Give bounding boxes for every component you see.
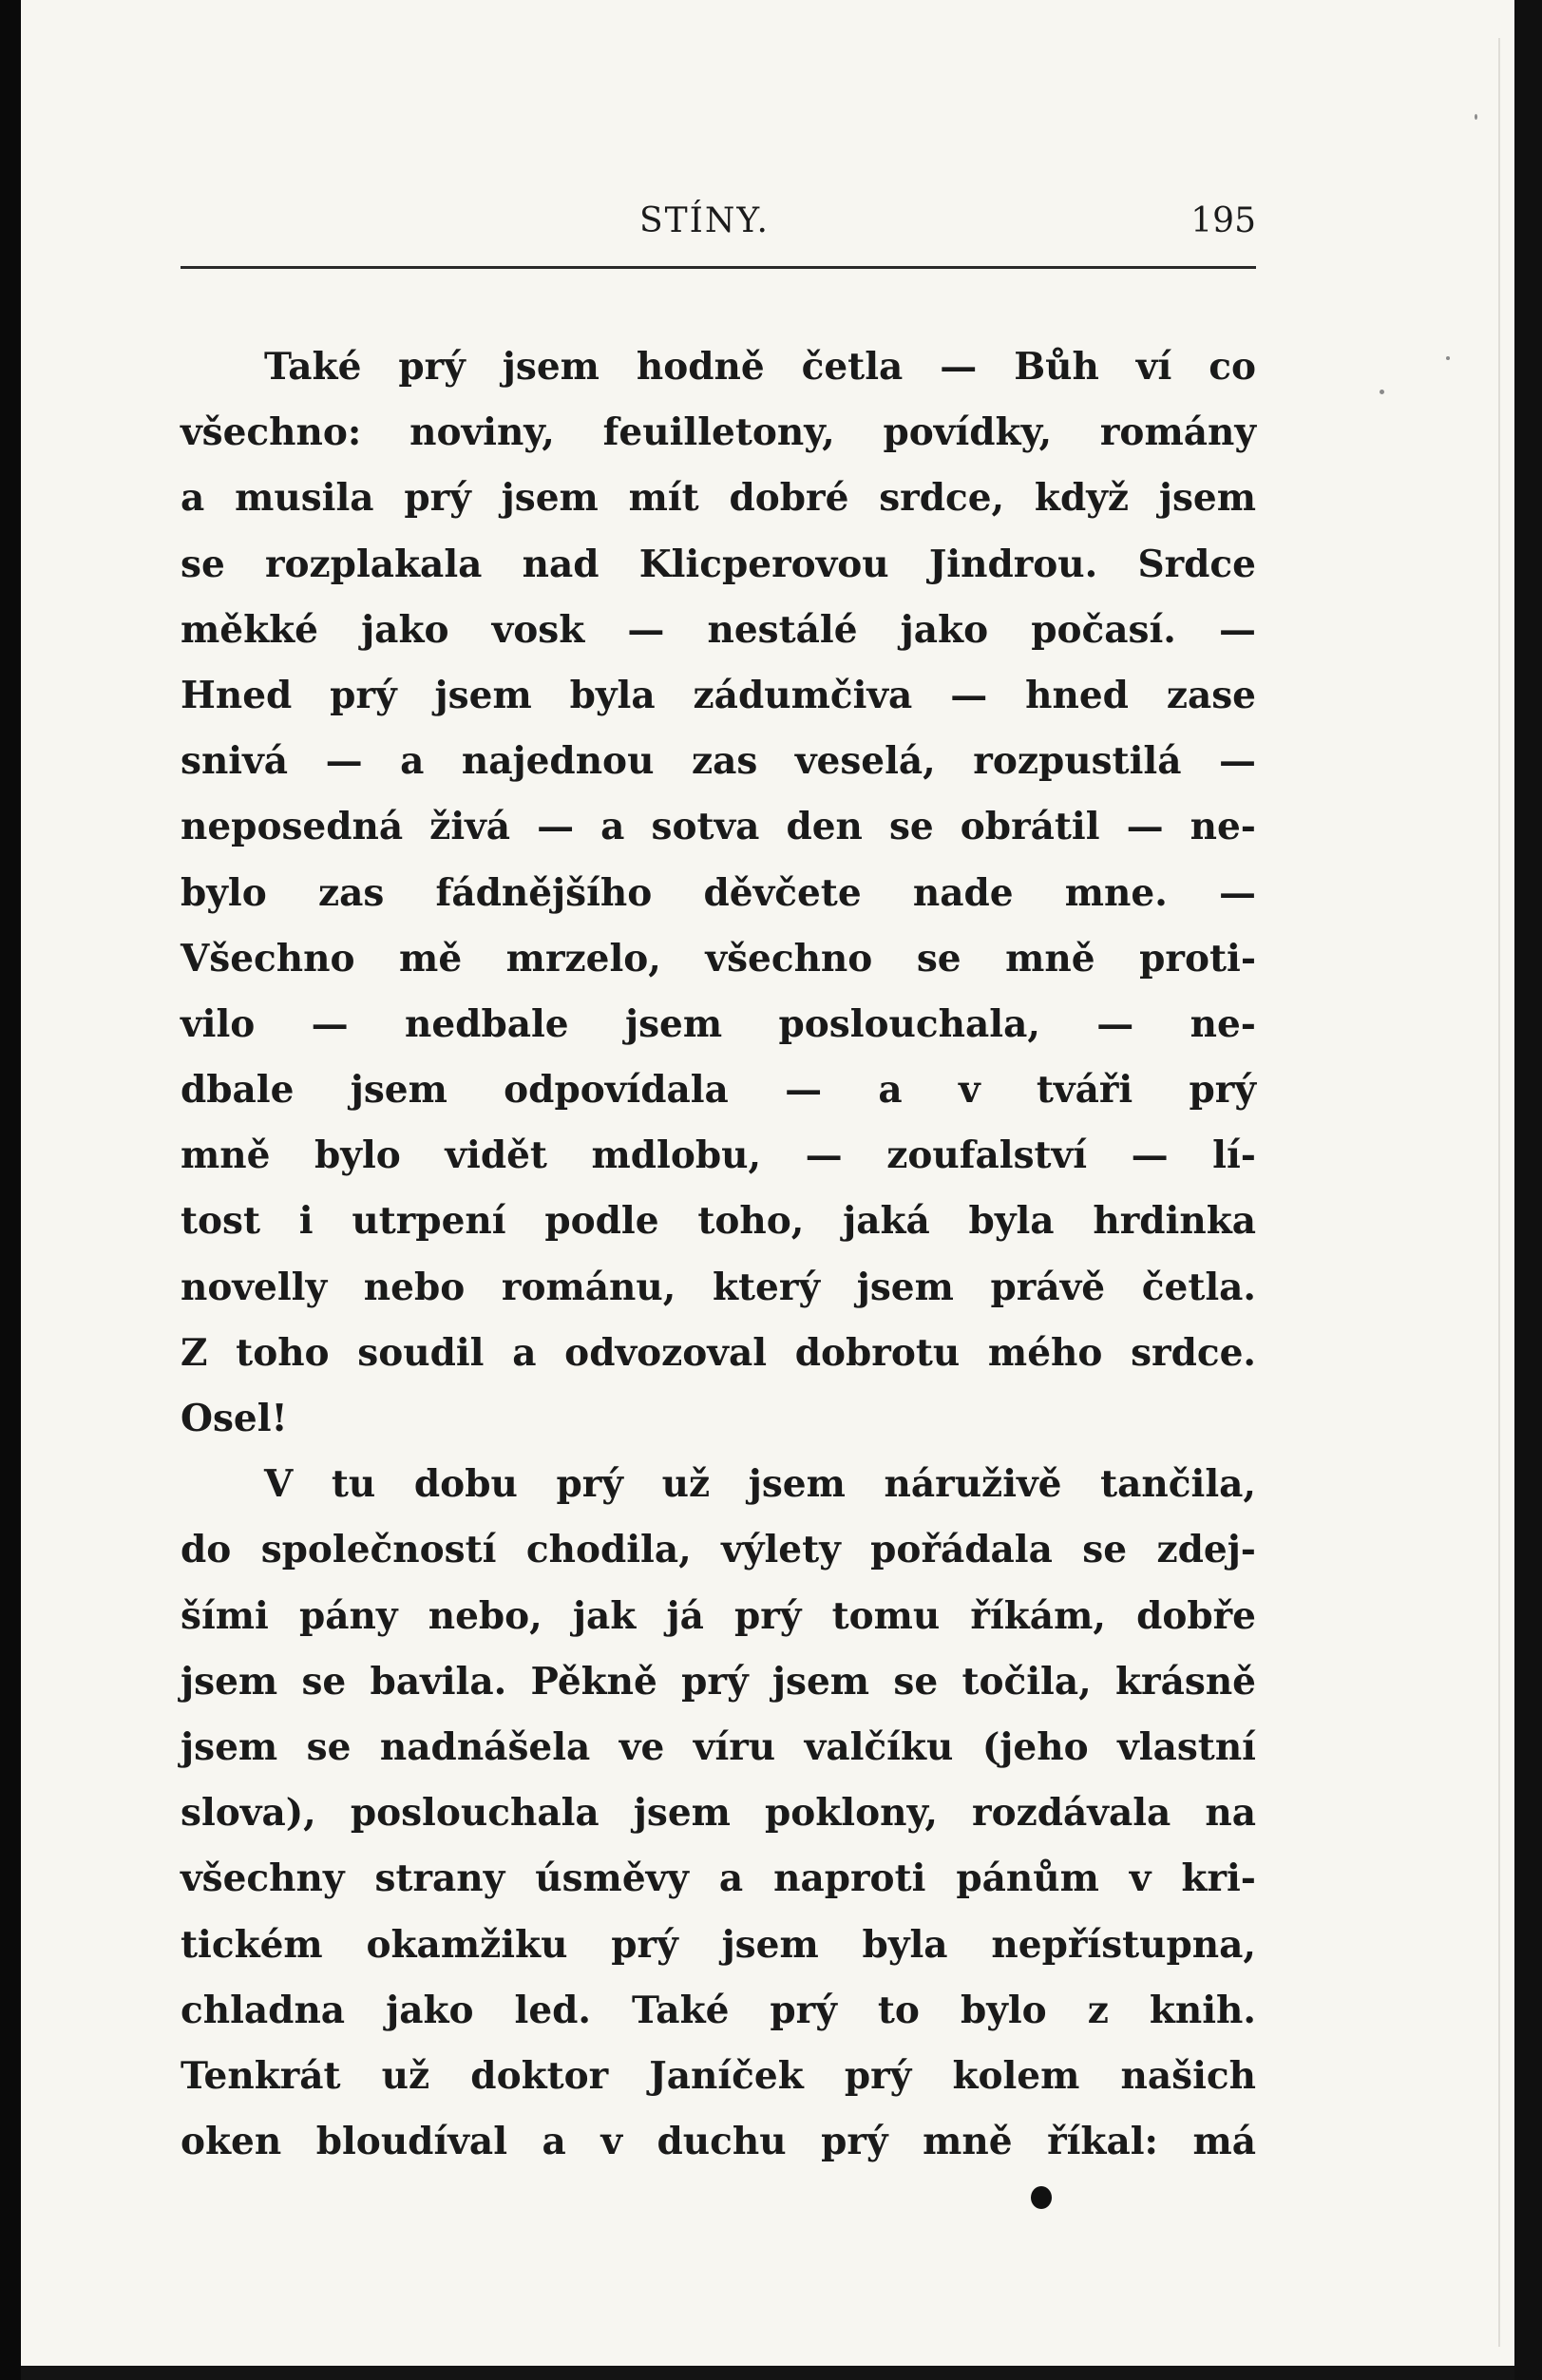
- paper-speck: [1380, 390, 1384, 394]
- page-number: 195: [1190, 201, 1256, 240]
- text-line: Hned prý jsem byla zádumčiva — hned zase: [181, 673, 1256, 717]
- scan-left-shadow: [0, 0, 21, 2380]
- text-line: do společností chodila, výlety pořádala se zdej-: [181, 1528, 1256, 1572]
- paper-speck: [1446, 356, 1450, 360]
- scan-right-edge: [1514, 0, 1542, 2380]
- text-line: Všechno mě mrzelo, všechno se mně proti-: [181, 936, 1256, 981]
- header-rule: [181, 266, 1256, 269]
- text-line: V tu dobu prý už jsem náruživě tančila,: [264, 1462, 1256, 1507]
- text-line: dbale jsem odpovídala — a v tváři prý: [181, 1068, 1256, 1113]
- text-line: tost i utrpení podle toho, jaká byla hrdinka: [181, 1199, 1256, 1244]
- text-line: snivá — a najednou zas veselá, rozpustilá —: [181, 739, 1256, 784]
- text-line: oken bloudíval a v duchu prý mně říkal: má: [181, 2120, 1256, 2164]
- text-line: šími pány nebo, jak já prý tomu říkám, dobře: [181, 1593, 1256, 1638]
- text-line: jsem se nadnášela ve víru valčíku (jeho vlastní: [181, 1724, 1256, 1769]
- text-line: vilo — nedbale jsem poslouchala, — ne-: [181, 1001, 1256, 1046]
- text-line: všechny strany úsměvy a naproti pánům v kri-: [181, 1856, 1256, 1901]
- text-line: Z toho soudil a odvozoval dobrotu mého srdce.: [181, 1330, 1256, 1375]
- page-fold-line: [1498, 38, 1500, 2347]
- chapter-title: STÍNY.: [639, 201, 770, 240]
- text-line: Osel!: [181, 1397, 288, 1440]
- body-text: [181, 334, 1256, 2175]
- text-line: a musila prý jsem mít dobré srdce, když jsem: [181, 476, 1256, 521]
- text-line: Tenkrát už doktor Janíček prý kolem našich: [181, 2053, 1256, 2098]
- running-head: [181, 201, 1256, 255]
- text-line: slova), poslouchala jsem poklony, rozdávala na: [181, 1791, 1256, 1836]
- text-line: měkké jako vosk — nestálé jako počasí. —: [181, 607, 1256, 652]
- text-line: Také prý jsem hodně četla — Bůh ví co: [264, 345, 1256, 389]
- text-line: bylo zas fádnějšího děvčete nade mne. —: [181, 870, 1256, 915]
- text-line: se rozplakala nad Klicperovou Jindrou. Srdce: [181, 542, 1256, 586]
- text-line: neposedná živá — a sotva den se obrátil — ne-: [181, 805, 1256, 849]
- text-line: jsem se bavila. Pěkně prý jsem se točila, krásně: [181, 1659, 1256, 1704]
- text-line: novelly nebo románu, který jsem právě četla.: [181, 1265, 1256, 1309]
- text-line: všechno: noviny, feuilletony, povídky, romány: [181, 410, 1256, 455]
- bullet-mark: [1031, 2186, 1052, 2209]
- text-line: mně bylo vidět mdlobu, — zoufalství — lí-: [181, 1133, 1256, 1178]
- text-line: chladna jako led. Také prý to bylo z knih.: [181, 1988, 1256, 2032]
- text-line: tickém okamžiku prý jsem byla nepřístupna,: [181, 1922, 1256, 1967]
- paper-speck: [1475, 114, 1477, 120]
